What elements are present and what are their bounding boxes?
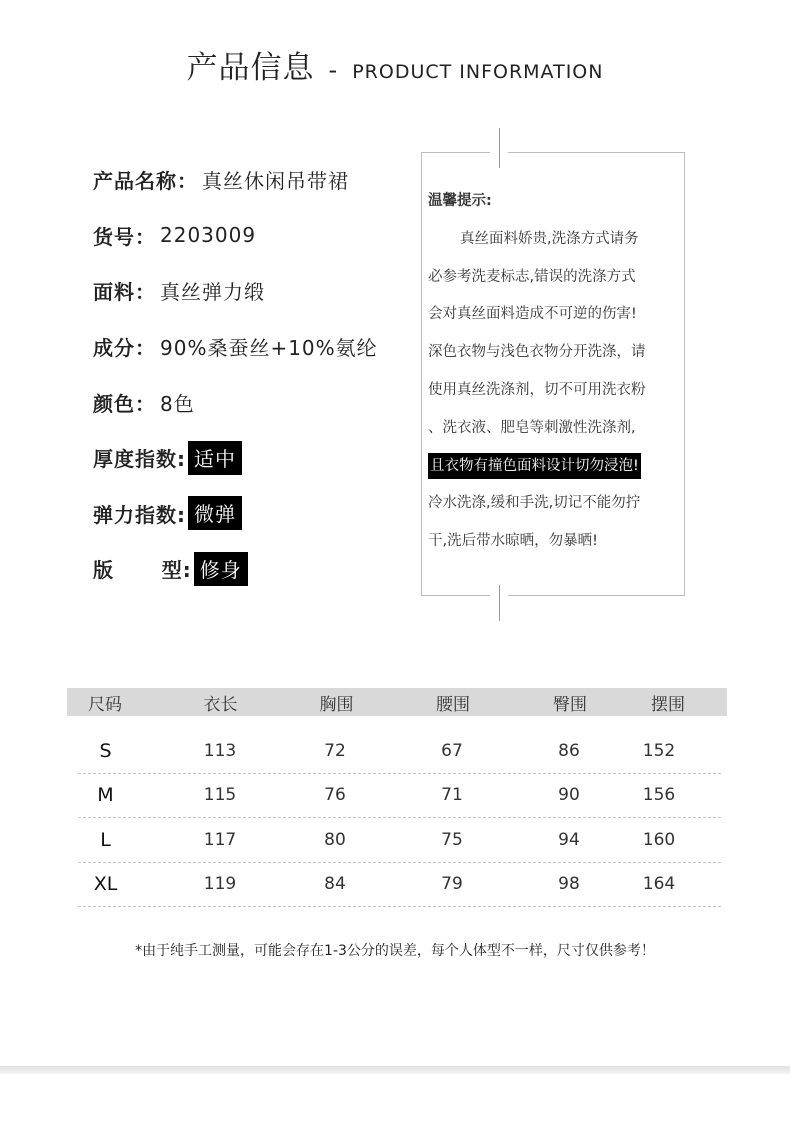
size-table [67,688,727,907]
spec-row-color [93,374,378,430]
header-length: 衣长 [203,694,238,715]
spec-value: 8色 [160,391,195,416]
spec-row-name [93,152,378,208]
size-code: S [99,739,112,762]
spec-label: 成分： [93,336,156,361]
care-notice-highlight-line [428,451,684,489]
care-notice-line: 冷水洗涤,缓和手洗,切记不能勿拧 [428,495,641,512]
length-cell: 115 [203,785,237,806]
care-notice-box [421,152,685,596]
measurement-disclaimer: *由于纯手工测量，可能会存在1-3公分的误差，每个人体型不一样，尺寸仅供参考！ [135,943,655,959]
title-en: PRODUCT INFORMATION [352,61,604,83]
title-cn: 产品信息 [186,50,315,86]
hip-cell: 98 [558,874,580,895]
spec-row-sku [93,208,378,264]
length-cell: 119 [203,874,237,895]
spec-label: 货号： [93,224,156,249]
footer-divider [0,1066,790,1074]
table-row [78,729,721,774]
waist-cell: 71 [441,785,463,806]
thickness-tag: 适中 [188,441,242,475]
spec-value: 2203009 [160,223,257,248]
care-notice-line: 使用真丝洗涤剂，切不可用洗衣粉 [428,381,646,398]
header-size: 尺码 [88,694,122,715]
size-table-header [67,688,727,716]
table-row [78,863,721,908]
hip-cell: 86 [558,740,580,761]
bust-cell: 84 [324,874,346,895]
bust-cell: 76 [324,785,346,806]
hem-cell: 164 [642,874,676,895]
spec-row-thickness [93,430,378,486]
size-table-body [67,716,727,907]
hem-cell: 160 [642,829,676,850]
header-waist: 腰围 [436,694,470,715]
spec-label: 面料： [93,280,156,305]
care-notice-line: 会对真丝面料造成不可逆的伤害! [428,306,637,323]
elasticity-tag: 微弹 [188,496,242,530]
care-notice-line: 、洗衣液、肥皂等刺激性洗涤剂, [428,419,636,436]
length-cell: 117 [203,829,237,850]
spec-value: 90%桑蚕丝+10%氨纶 [160,336,378,361]
hem-cell: 152 [642,740,676,761]
spec-label: 厚度指数: [93,447,186,472]
waist-cell: 67 [441,740,463,761]
product-spec-list [93,152,378,597]
care-notice-line: 干,洗后带水晾晒，勿暴晒! [428,533,598,550]
spec-label: 版 型: [93,558,192,583]
care-notice-text [428,186,684,564]
care-notice-title: 温馨提示: [428,193,492,209]
spec-value: 真丝弹力缎 [160,280,265,305]
care-notice-line: 真丝面料娇贵,洗涤方式请务 [460,230,639,247]
bust-cell: 72 [324,740,346,761]
spec-row-fabric [93,263,378,319]
spec-label: 颜色： [93,391,156,416]
page-title [0,42,790,87]
spec-label: 弹力指数: [93,502,186,527]
hip-cell: 90 [558,785,580,806]
length-cell: 113 [203,740,237,761]
header-hip: 臀围 [553,694,587,715]
care-notice-line: 必参考洗麦标志,错误的洗涤方式 [428,268,636,285]
spec-row-composition [93,319,378,375]
spec-row-elasticity [93,486,378,542]
waist-cell: 75 [441,829,463,850]
size-code: M [97,784,114,807]
title-dash: - [328,56,339,84]
header-bust: 胸围 [319,694,354,715]
bust-cell: 80 [324,829,346,850]
hip-cell: 94 [558,829,580,850]
table-row [78,818,721,863]
spec-value: 真丝休闲吊带裙 [202,169,349,194]
waist-cell: 79 [441,874,463,895]
fit-tag: 修身 [194,552,248,586]
size-code: XL [93,873,118,896]
care-notice-highlight: 且衣物有撞色面料设计切勿浸泡! [428,453,641,479]
size-code: L [100,828,111,851]
hem-cell: 156 [642,785,676,806]
spec-label: 产品名称： [93,169,198,194]
table-row [78,774,721,819]
spec-row-fit [93,541,378,597]
notice-divider-top [499,128,500,168]
care-notice-line: 深色衣物与浅色衣物分开洗涤，请 [428,344,646,361]
notice-divider-bottom [499,585,500,621]
header-hem: 摆围 [651,694,685,715]
